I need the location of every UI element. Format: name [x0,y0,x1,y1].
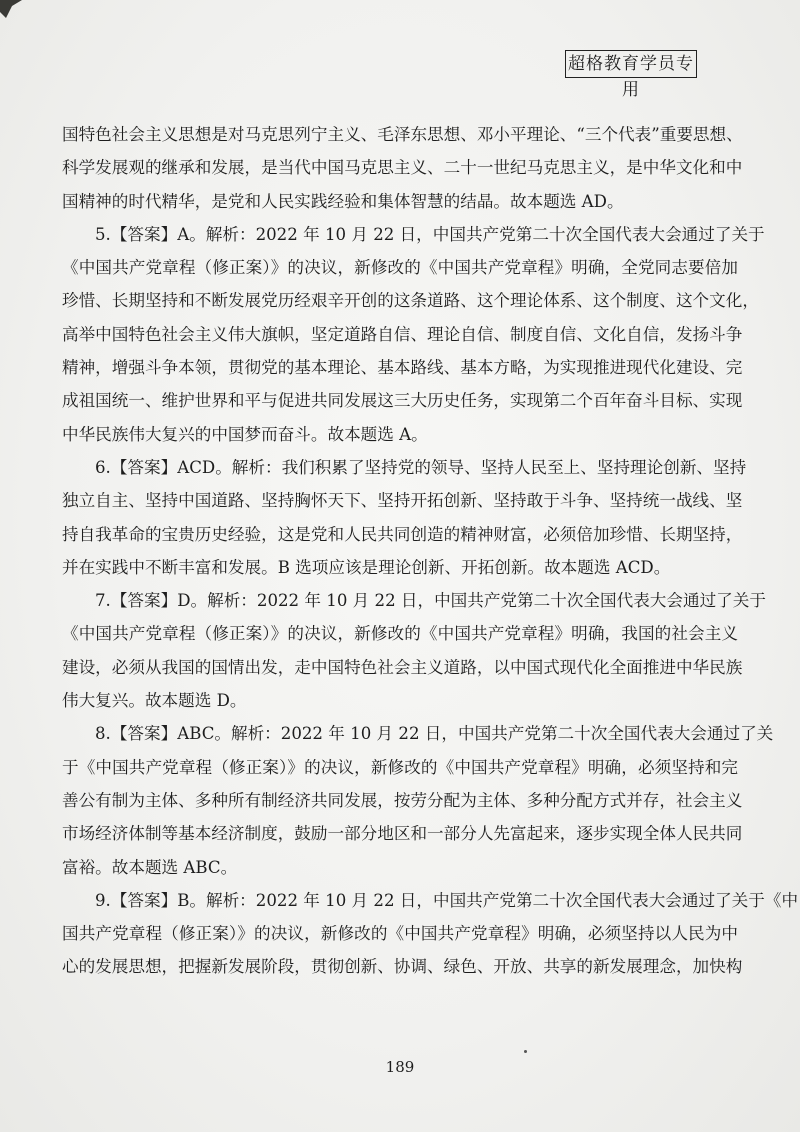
text-line: 中华民族伟大复兴的中国梦而奋斗。故本题选 A。 [62,424,428,444]
text-line: 珍惜、长期坚持和不断发展党历经艰辛开创的这条道路、这个理论体系、这个制度、这个文化， [62,291,759,311]
text-line: 国精神的时代精华，是党和人民实践经验和集体智慧的结晶。故本题选 AD。 [62,191,624,211]
text-line: 科学发展观的继承和发展，是当代中国马克思主义、二十一世纪马克思主义，是中华文化和中 [62,158,743,178]
answer-item-5 [62,218,765,451]
paragraph-continuation [62,118,743,218]
text-line: 心的发展思想，把握新发展阶段，贯彻创新、协调、绿色、开放、共享的新发展理念，加快构 [62,957,743,977]
text-line: 独立自主、坚持中国道路、坚持胸怀天下、坚持开拓创新、坚持敢于斗争、坚持统一战线、坚 [62,491,743,511]
text-line: 建设，必须从我国的国情出发，走中国特色社会主义道路，以中国式现代化全面推进中华民族 [62,657,743,677]
text-line: 国特色社会主义思想是对马克思列宁主义、毛泽东思想、邓小平理论、“三个代表”重要思想、 [62,125,743,144]
answer-item-7 [62,584,766,717]
text-line: 9.【答案】B。解析：2022 年 10 月 22 日，中国共产党第二十次全国代表大会通过了关于《中 [95,890,799,910]
page-number: 189 [385,1058,415,1076]
text-line: 成祖国统一、维护世界和平与促进共同发展这三大历史任务，实现第二个百年奋斗目标、实现 [62,391,743,411]
text-line: 伟大复兴。故本题选 D。 [62,691,247,711]
corner-binding-mark [0,0,22,18]
answer-item-6 [62,451,747,584]
header-badge: 超格教育学员专用 [565,50,697,78]
text-line: 高举中国特色社会主义伟大旗帜，坚定道路自信、理论自信、制度自信、文化自信，发扬斗争 [62,324,743,344]
speck-mark [524,1050,527,1053]
answer-explanations [62,118,799,984]
text-line: 富裕。故本题选 ABC。 [62,857,238,877]
text-line: 持自我革命的宝贵历史经验，这是党和人民共同创造的精神财富，必须倍加珍惜、长期坚持， [62,524,743,544]
text-line: 善公有制为主体、多种所有制经济共同发展，按劳分配为主体、多种分配方式并存，社会主义 [62,790,743,810]
text-line: 5.【答案】A。解析：2022 年 10 月 22 日，中国共产党第二十次全国代表大会通过了关于 [95,224,765,244]
text-line: 国共产党章程（修正案）》的决议，新修改的《中国共产党章程》明确，必须坚持以人民为中 [62,924,738,944]
text-line: 7.【答案】D。解析：2022 年 10 月 22 日，中国共产党第二十次全国代表大会通过了关于 [95,591,766,611]
text-line: 《中国共产党章程（修正案）》的决议，新修改的《中国共产党章程》明确，全党同志要倍加 [62,258,738,278]
text-line: 精神，增强斗争本领，贯彻党的基本理论、基本路线、基本方略，为实现推进现代化建设、完 [62,358,743,378]
text-line: 于《中国共产党章程（修正案）》的决议，新修改的《中国共产党章程》明确，必须坚持和完 [62,757,738,777]
text-line: 8.【答案】ABC。解析：2022 年 10 月 22 日，中国共产党第二十次全国代表大会通过了关 [95,724,774,744]
answer-item-9 [62,884,799,984]
text-line: 市场经济体制等基本经济制度，鼓励一部分地区和一部分人先富起来，逐步实现全体人民共同 [62,824,743,844]
text-line: 6.【答案】ACD。解析：我们积累了坚持党的领导、坚持人民至上、坚持理论创新、坚持 [95,457,747,477]
text-line: 《中国共产党章程（修正案）》的决议，新修改的《中国共产党章程》明确，我国的社会主义 [62,624,738,644]
answer-item-8 [62,717,774,883]
text-line: 并在实践中不断丰富和发展。B 选项应该是理论创新、开拓创新。故本题选 ACD。 [62,557,671,577]
